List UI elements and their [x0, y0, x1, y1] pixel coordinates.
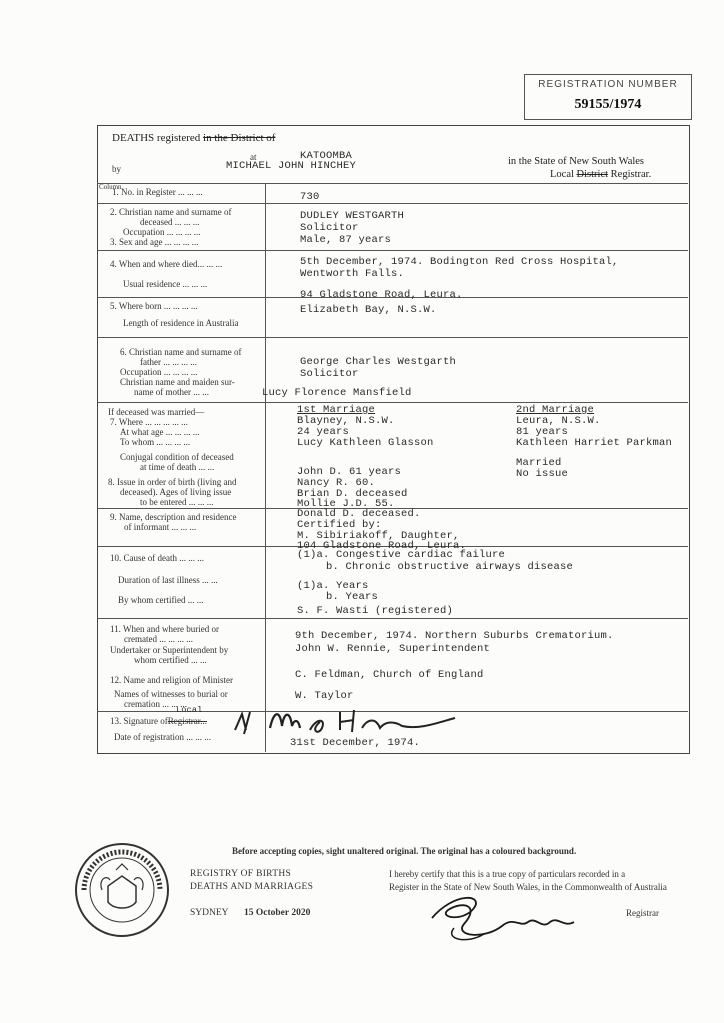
state-text: in the State of New South Wales	[508, 156, 645, 167]
label-no-in-register: 1. No. in Register ... ... ...	[112, 187, 203, 197]
value-no-issue: No issue	[516, 468, 569, 480]
value-died-2: Wentworth Falls.	[300, 268, 405, 280]
divider	[97, 183, 688, 184]
signature-label-text: 13. Signature of	[110, 716, 168, 726]
value-no: 730	[300, 191, 320, 203]
label-undertaker-2: whom certified ... ...	[134, 655, 207, 665]
label-christian-name-father: 6. Christian name and surname of	[120, 347, 242, 357]
value-m2-whom: Kathleen Harriet Parkman	[516, 437, 673, 449]
registry-name-1: REGISTRY OF BIRTHS	[190, 869, 292, 879]
value-born: Elizabeth Bay, N.S.W.	[300, 304, 437, 316]
registry-seal-image	[72, 840, 172, 940]
label-length-residence: Length of residence in Australia	[123, 318, 239, 328]
registrar-title: Registrar	[626, 908, 659, 918]
label-at-what-age: At what age ... ... ... ...	[120, 427, 200, 437]
label-cause-of-death: 10. Cause of death ... ... ...	[110, 553, 204, 563]
value-undertaker: John W. Rennie, Superintendent	[295, 643, 491, 655]
value-mother: Lucy Florence Mansfield	[262, 387, 412, 399]
issue-date: 15 October 2020	[244, 908, 311, 918]
label-name-of-mother: name of mother ... ...	[134, 387, 209, 397]
value-informant-addr: 104 Gladstone Road, Leura.	[297, 540, 467, 552]
value-certified-by: Certified by:	[297, 519, 382, 531]
local-registrar-heading	[550, 169, 651, 180]
label-to-whom: To whom ... ... ... ...	[120, 437, 191, 447]
value-occupation: Solicitor	[300, 222, 359, 234]
value-cause-1: (1)a. Congestive cardiac failure	[297, 549, 506, 561]
district-label: in the District of	[203, 132, 276, 144]
value-sex-age: Male, 87 years	[300, 234, 392, 246]
value-witness: W. Taylor	[295, 690, 354, 702]
label-when-where-died: 4. When and where died... ... ...	[110, 259, 223, 269]
value-date-registered: 31st December, 1974.	[290, 737, 421, 749]
label-witnesses-2: cremation ... ... ...	[124, 699, 187, 709]
registrar-signature-image	[230, 700, 470, 740]
registrar-strike: Registrar...	[167, 716, 207, 726]
registration-number: 59155/1974	[574, 97, 642, 112]
label-where: 7. Where ... ... ... ... ...	[110, 417, 188, 427]
divider	[97, 203, 688, 204]
label-signature	[110, 716, 207, 726]
label-buried-1: 11. When and where buried or	[110, 624, 219, 634]
value-duration-1: (1)a. Years	[297, 580, 369, 592]
registrar-name: MICHAEL JOHN HINCHEY	[226, 160, 357, 172]
value-minister: C. Feldman, Church of England	[295, 669, 484, 681]
label-sex-age: 3. Sex and age ... ... ... ...	[110, 237, 199, 247]
value-issue-2: Nancy R. 60.	[297, 477, 376, 489]
label-conjugal-1: Conjugal condition of deceased	[120, 452, 234, 462]
certify-line-2: Register in the State of New South Wales, in the Commonwealth of Australia	[389, 882, 667, 892]
label-duration: Duration of last illness ... ...	[118, 575, 218, 585]
divider	[97, 337, 688, 338]
value-name: DUDLEY WESTGARTH	[300, 210, 405, 222]
certify-line-1: I hereby certify that this is a true copy of particulars recorded in a	[389, 869, 626, 879]
label-issue-2: deceased). Ages of living issue	[120, 487, 232, 497]
label-issue-3: to be entered ... ... ...	[140, 497, 214, 507]
value-informant-name: M. Sibiriakoff, Daughter,	[297, 530, 460, 542]
value-died-1: 5th December, 1974. Bodington Red Cross Hospital,	[300, 256, 619, 268]
label-informant-2: of informant ... ... ...	[124, 522, 197, 532]
value-issue-4: Mollie J.D. 55.	[297, 498, 395, 510]
value-issue-1: John D. 61 years	[297, 466, 402, 478]
column-label: Column	[99, 183, 122, 191]
local-registrar-handwritten: Local	[176, 705, 203, 715]
value-issue-3: Brian D. deceased	[297, 488, 408, 500]
registrar-label: Registrar.	[610, 169, 652, 180]
value-duration-2: b. Years	[326, 591, 379, 603]
place-value: KATOOMBA	[300, 150, 353, 162]
label-maiden-name: Christian name and maiden sur-	[120, 377, 235, 387]
registry-name-2: DEATHS AND MARRIAGES	[190, 882, 314, 892]
value-father-occupation: Solicitor	[300, 368, 359, 380]
value-m1-where: Blayney, N.S.W.	[297, 415, 395, 427]
value-certified: S. F. Wasti (registered)	[297, 605, 454, 617]
label-witnesses-1: Names of witnesses to burial or	[114, 689, 228, 699]
value-m1-heading: 1st Marriage	[297, 404, 376, 416]
value-conjugal: Married	[516, 457, 562, 469]
label-where-born: 5. Where born ... ... ... ...	[110, 301, 198, 311]
label-informant-1: 9. Name, description and residence	[110, 512, 237, 522]
divider	[97, 618, 688, 619]
value-issue-5: Donald D. deceased.	[297, 508, 421, 520]
local-label: Local	[550, 169, 574, 180]
registration-title: REGISTRATION NUMBER	[538, 79, 678, 90]
value-m2-heading: 2nd Marriage	[516, 404, 595, 416]
value-father: George Charles Westgarth	[300, 356, 457, 368]
registrar-footer-signature-image	[424, 888, 594, 948]
value-cause-2: b. Chronic obstructive airways disease	[326, 561, 574, 573]
column-divider	[265, 183, 266, 752]
value-m2-age: 81 years	[516, 426, 569, 438]
by-label: by	[112, 164, 121, 174]
label-conjugal-2: at time of death ... ...	[140, 462, 215, 472]
label-undertaker-1: Undertaker or Superintendent by	[110, 645, 229, 655]
label-minister: 12. Name and religion of Minister	[110, 675, 233, 685]
label-occupation: Occupation ... ... ... ...	[123, 227, 201, 237]
value-residence: 94 Gladstone Road, Leura.	[300, 289, 463, 301]
label-usual-residence: Usual residence ... ... ...	[123, 279, 208, 289]
value-m2-where: Leura, N.S.W.	[516, 415, 601, 427]
value-buried: 9th December, 1974. Northern Suburbs Crematorium.	[295, 630, 614, 642]
divider	[97, 402, 688, 403]
form-heading	[112, 132, 275, 144]
label-christian-name: 2. Christian name and surname of	[110, 207, 232, 217]
label-buried-2: cremated ... ... ... ...	[124, 634, 193, 644]
at-label: at	[250, 152, 257, 162]
label-by-whom-certified: By whom certified ... ...	[118, 595, 204, 605]
issue-city: SYDNEY	[190, 908, 229, 918]
divider	[97, 250, 688, 251]
label-deceased: deceased ... ... ...	[140, 217, 200, 227]
district-strike: District	[576, 169, 609, 180]
deaths-registered-label: DEATHS registered	[112, 132, 201, 144]
value-m1-whom: Lucy Kathleen Glasson	[297, 437, 434, 449]
label-date-registration: Date of registration ... ... ...	[114, 732, 211, 742]
label-occupation-father: Occupation ... ... ... ...	[120, 367, 198, 377]
value-m1-age: 24 years	[297, 426, 350, 438]
label-father: father ... ... ... ...	[140, 357, 197, 367]
label-if-married: If deceased was married—	[108, 407, 205, 417]
label-issue-1: 8. Issue in order of birth (living and	[108, 477, 237, 487]
footer-notice: Before accepting copies, sight unaltered original. The original has a coloured background.	[232, 846, 577, 856]
